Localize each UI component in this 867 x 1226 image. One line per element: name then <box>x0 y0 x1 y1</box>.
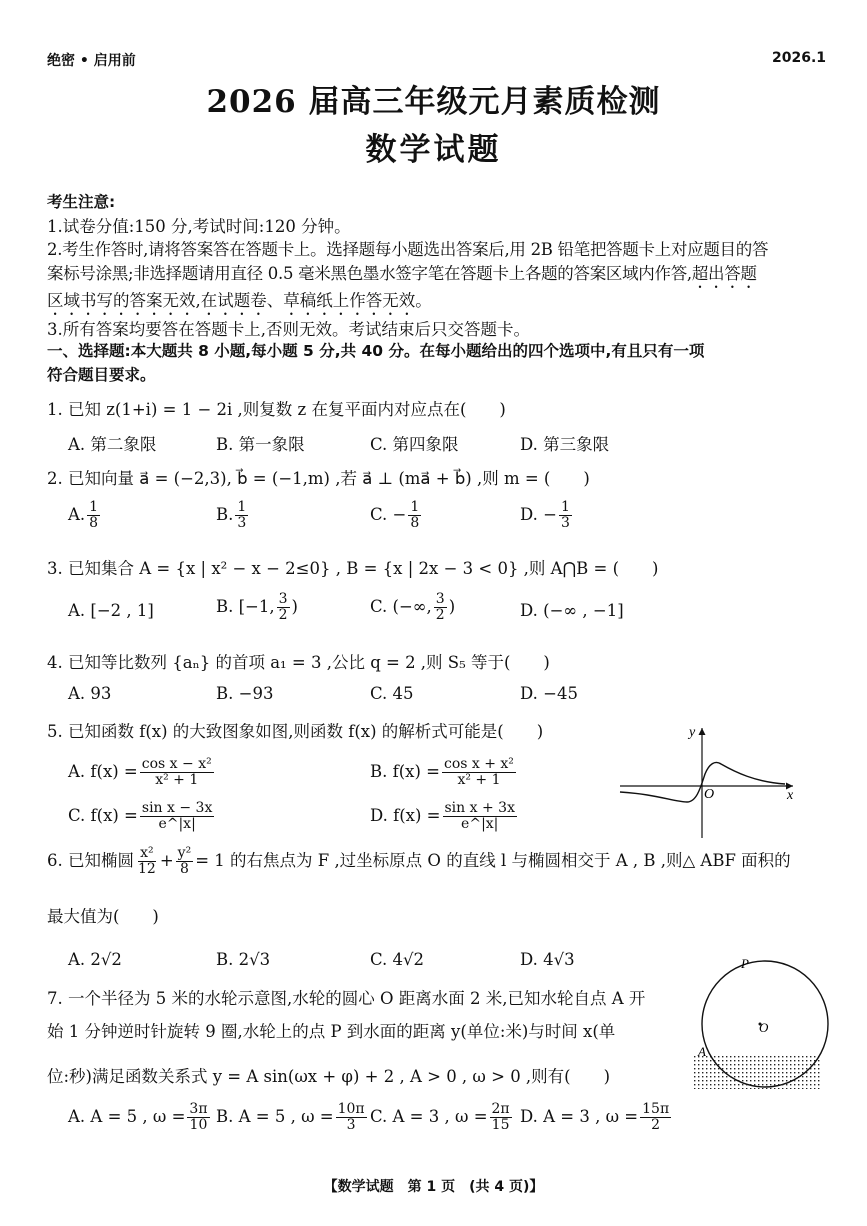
q1-option-a: A. 第二象限 <box>68 435 157 454</box>
q3-option-c: C. (−∞, $\frac{3}{2}$ ) <box>370 591 456 623</box>
q6-option-a: A. 2√2 <box>68 950 122 969</box>
section-heading-line1: 一、选择题:本大题共 8 小题,每小题 5 分,共 40 分。在每小题给出的四个选项中,有且只有一项 <box>47 342 705 360</box>
q6-option-b: B. 2√3 <box>216 950 271 969</box>
y-axis-label: y <box>689 725 696 740</box>
q6-stem: 6. 已知椭圆 $\frac{\text{x²}}{12}$ + $\frac{\text{y²}}{8}$ = 1 的右焦点为 F ,过坐标原点 O 的直线 l 与椭圆相交于 A , B ,则△ ABF 面积的 <box>47 845 791 877</box>
q3-option-d: D. (−∞ , −1] <box>520 601 624 620</box>
q4-stem: 4. 已知等比数列 {aₙ} 的首项 a₁ = 3 ,公比 q = 2 ,则 S₅ 等于( ) <box>47 653 550 672</box>
q5-option-b: B. f(x) = $\frac{\text{cos x + x²}}{\text{x² + 1}}$ <box>370 756 514 788</box>
q7-stem-line1: 7. 一个半径为 5 米的水轮示意图,水轮的圆心 O 距离水面 2 米,已知水轮自点 A 开 <box>47 989 646 1008</box>
q3-option-a: A. [−2 , 1] <box>68 601 154 620</box>
q6-option-d: D. 4√3 <box>520 950 575 969</box>
q2-option-c: C. − $\frac{1}{8}$ <box>370 499 420 531</box>
page-footer: 【数学试题 第 1 页 (共 4 页)】 <box>323 1179 544 1195</box>
q3-stem: 3. 已知集合 A = {x | x² − x − 2≤0} , B = {x | 2x − 3 < 0} ,则 A⋂B = ( ) <box>47 559 659 578</box>
q5-function-graph <box>615 722 805 842</box>
q5-option-d: D. f(x) = $\frac{\text{sin x + 3x}}{e\^{}|x|}$ <box>370 800 515 832</box>
q4-option-c: C. 45 <box>370 684 414 703</box>
q4-option-d: D. −45 <box>520 684 578 703</box>
notice-heading: 考生注意: <box>47 193 116 211</box>
q5-stem: 5. 已知函数 f(x) 的大致图象如图,则函数 f(x) 的解析式可能是( ) <box>47 722 544 741</box>
q1-option-c: C. 第四象限 <box>370 435 459 454</box>
q4-option-b: B. −93 <box>216 684 274 703</box>
x-axis-label: x <box>787 788 794 803</box>
q2-stem: 2. 已知向量 a⃗ = (−2,3), b⃗ = (−1,m) ,若 a⃗ ⊥ (ma⃗ + b⃗) ,则 m = ( ) <box>47 469 590 488</box>
notice-item-3: 3.所有答案均要答在答题卡上,否则无效。考试结束后只交答题卡。 <box>47 320 530 339</box>
exam-subject: 数学试题 <box>365 132 502 168</box>
q7-option-d: D. A = 3 , ω = $\frac{15\pi}{2}$ <box>520 1101 670 1133</box>
date-label: 2026.1 <box>772 50 827 66</box>
q7-option-c: C. A = 3 , ω = $\frac{2\pi}{15}$ <box>370 1101 510 1133</box>
q2-option-a: A. $\frac{1}{8}$ <box>68 499 99 531</box>
section-heading-line2: 符合题目要求。 <box>47 366 156 384</box>
q7-stem-line3: 位:秒)满足函数关系式 y = A sin(ωx + φ) + 2 , A > 0 , ω > 0 ,则有( ) <box>47 1067 611 1086</box>
y-axis-arrow-icon <box>699 728 706 735</box>
q1-option-b: B. 第一象限 <box>216 435 305 454</box>
notice-item-2b: 案标号涂黑;非选择题请用直径 0.5 毫米黑色墨水签字笔在答题卡上各题的答案区域内作答,超出答题 <box>47 264 757 283</box>
point-a-label: A <box>698 1044 706 1059</box>
notice-item-2c: 区域书写的答案无效,在试题卷、草稿纸上作答无效。 <box>47 291 432 310</box>
q7-option-b: B. A = 5 , ω = $\frac{10\pi}{3}$ <box>216 1101 365 1133</box>
q1-stem: 1. 已知 z(1+i) = 1 − 2i ,则复数 z 在复平面内对应点在( ) <box>47 400 506 419</box>
q1-option-d: D. 第三象限 <box>520 435 610 454</box>
q2-option-d: D. − $\frac{1}{3}$ <box>520 499 570 531</box>
confidential-label: 绝密 • 启用前 <box>47 53 136 69</box>
exam-title: 2026 届高三年级元月素质检测 <box>206 84 661 120</box>
notice-item-2a: 2.考生作答时,请将答案答在答题卡上。选择题每小题选出答案后,用 2B 铅笔把答题卡上对应题目的答 <box>47 240 769 259</box>
q6-option-c: C. 4√2 <box>370 950 425 969</box>
q5-option-c: C. f(x) = $\frac{\text{sin x − 3x}}{e\^{}|x|}$ <box>68 800 213 832</box>
origin-label: O <box>704 787 715 802</box>
notice-item-1: 1.试卷分值:150 分,考试时间:120 分钟。 <box>47 217 351 236</box>
q2-option-b: B. $\frac{1}{3}$ <box>216 499 247 531</box>
q5-option-a: A. f(x) = $\frac{\text{cos x − x²}}{\text{x² + 1}}$ <box>68 756 212 788</box>
q7-stem-line2: 始 1 分钟逆时针旋转 9 圈,水轮上的点 P 到水面的距离 y(单位:米)与时间 x(单 <box>47 1022 616 1041</box>
q4-option-a: A. 93 <box>68 684 112 703</box>
q6-stem-line2: 最大值为( ) <box>47 907 159 926</box>
center-o-label: O <box>759 1020 769 1035</box>
q7-option-a: A. A = 5 , ω = $\frac{3\pi}{10}$ <box>68 1101 208 1133</box>
point-p-label: P <box>741 956 749 971</box>
q7-water-wheel-figure <box>690 952 830 1092</box>
q3-option-b: B. [−1, $\frac{3}{2}$ ) <box>216 591 298 623</box>
